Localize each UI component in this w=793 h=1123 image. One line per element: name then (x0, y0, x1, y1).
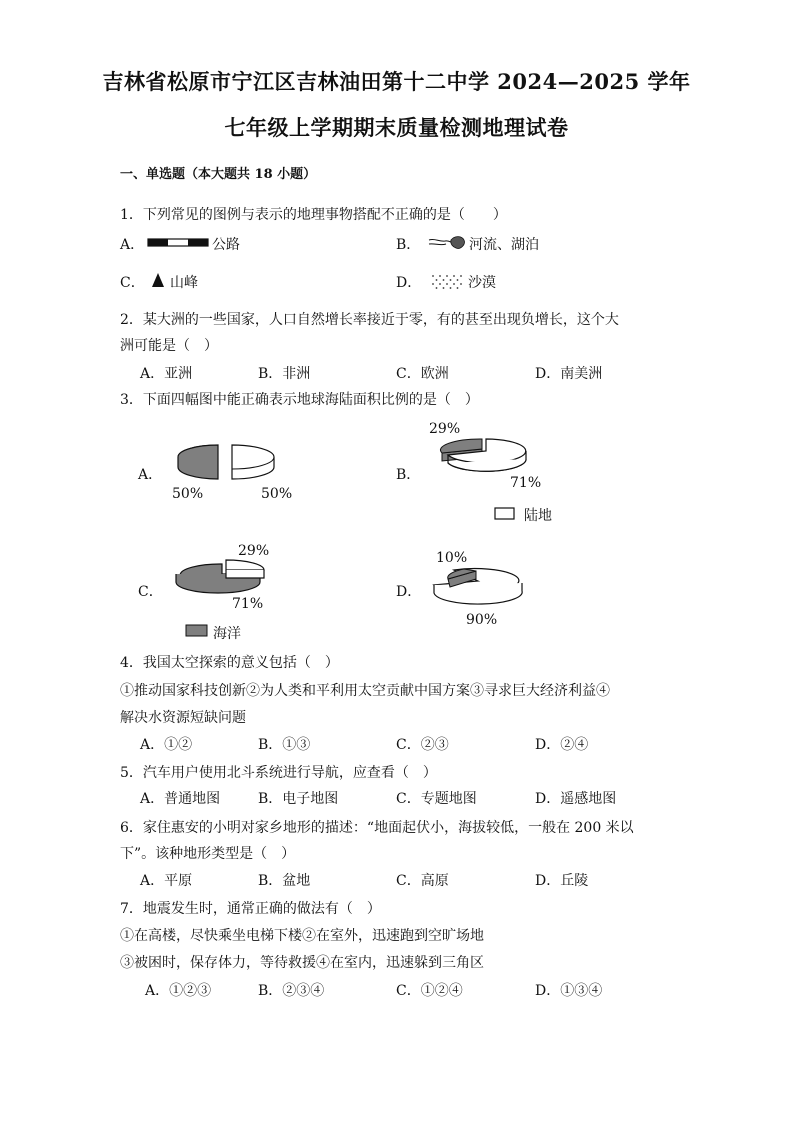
pie-c-ocean-label: 71% (232, 596, 264, 612)
question-4-body-line2: 解决水资源短缺问题 (120, 710, 246, 726)
section-heading: 一、单选题（本大题共 18 小题） (120, 167, 317, 182)
question-6-stem-line2: 下”。该种地形类型是（ ） (120, 846, 296, 862)
pie-b-land-label: 71% (510, 475, 542, 491)
q4-option-a: A．①② (140, 737, 193, 753)
question-4-stem: 4．我国太空探索的意义包括（ ） (120, 655, 339, 671)
pie-chart-a (170, 434, 290, 484)
q4-option-d: D．②④ (535, 737, 589, 753)
q6-option-c: C．高原 (396, 873, 449, 889)
question-7-body-line2: ③被困时，保存体力，等待救援④在室内，迅速躲到三角区 (120, 955, 484, 971)
q3-option-c-letter: C． (138, 584, 163, 600)
q1-option-a-letter: A． (120, 237, 145, 253)
q3-option-d-letter: D． (396, 584, 422, 600)
question-1-stem: 1．下列常见的图例与表示的地理事物搭配不正确的是（ ） (120, 207, 507, 223)
exam-title-line1: 吉林省松原市宁江区吉林油田第十二中学 2024—2025 学年 (102, 69, 691, 94)
q4-option-b: B．①③ (258, 737, 311, 753)
exam-title-line2: 七年级上学期期末质量检测地理试卷 (224, 115, 569, 140)
pie-a-ocean-slice (178, 445, 218, 479)
ocean-legend-label: 海洋 (213, 626, 241, 642)
q7-option-b: B．②③④ (258, 983, 325, 999)
river-lake-legend-icon (427, 234, 467, 254)
pie-c-land-slice (226, 560, 264, 570)
q1-option-a-text: 公路 (212, 237, 240, 253)
q2-option-c: C．欧洲 (396, 366, 449, 382)
q4-option-c: C．②③ (396, 737, 449, 753)
question-2-stem-line2: 洲可能是（ ） (120, 338, 218, 354)
pie-chart-d (430, 565, 530, 611)
pie-d-ocean-label: 10% (436, 550, 468, 566)
pie-c-land-label: 29% (238, 543, 270, 559)
q7-option-c: C．①②④ (396, 983, 463, 999)
q5-option-c: C．专题地图 (396, 791, 477, 807)
pie-d-land-label: 90% (466, 612, 498, 628)
q2-option-a: A．亚洲 (140, 366, 193, 382)
question-2-stem-line1: 2．某大洲的一些国家，人口自然增长率接近于零，有的甚至出现负增长，这个大 (120, 312, 619, 328)
question-5-stem: 5．汽车用户使用北斗系统进行导航，应查看（ ） (120, 765, 437, 781)
q1-option-b-letter: B． (396, 237, 421, 253)
q1-option-d-letter: D． (396, 275, 422, 291)
pie-b-ocean-label: 29% (429, 421, 461, 437)
question-4-body-line1: ①推动国家科技创新②为人类和平利用太空贡献中国方案③寻求巨大经济利益④ (120, 683, 610, 699)
question-3-stem: 3．下面四幅图中能正确表示地球海陆面积比例的是（ ） (120, 392, 479, 408)
q1-option-b-text: 河流、湖泊 (469, 237, 539, 253)
q5-option-d: D．遥感地图 (535, 791, 617, 807)
question-7-body-line1: ①在高楼，尽快乘坐电梯下楼②在室外，迅速跑到空旷场地 (120, 928, 484, 944)
ocean-legend-swatch (185, 624, 209, 638)
q1-option-d-text: 沙漠 (468, 275, 496, 291)
q6-option-d: D．丘陵 (535, 873, 589, 889)
peak-legend-icon (151, 272, 165, 288)
q5-option-a: A．普通地图 (140, 791, 221, 807)
q2-option-b: B．非洲 (258, 366, 311, 382)
q6-option-b: B．盆地 (258, 873, 311, 889)
question-6-stem-line1: 6．家住惠安的小明对家乡地形的描述：“地面起伏小，海拔较低，一般在 200 米以 (120, 820, 634, 836)
q1-option-c-letter: C． (120, 275, 145, 291)
pie-chart-b (436, 433, 536, 479)
q6-option-a: A．平原 (140, 873, 193, 889)
q7-option-a: A．①②③ (145, 983, 212, 999)
q2-option-d: D．南美洲 (535, 366, 603, 382)
pie-a-land-slice (232, 445, 274, 479)
q1-option-c-text: 山峰 (170, 275, 198, 291)
land-legend-swatch (494, 507, 516, 521)
land-legend-label: 陆地 (524, 508, 552, 524)
q7-option-d: D．①③④ (535, 983, 603, 999)
desert-legend-icon (429, 273, 465, 289)
pie-a-land-label: 50% (261, 486, 293, 502)
q3-option-a-letter: A． (138, 467, 163, 483)
pie-a-ocean-label: 50% (172, 486, 204, 502)
question-7-stem: 7．地震发生时，通常正确的做法有（ ） (120, 901, 381, 917)
road-legend-icon (147, 237, 209, 249)
q5-option-b: B．电子地图 (258, 791, 339, 807)
q3-option-b-letter: B． (396, 467, 421, 483)
